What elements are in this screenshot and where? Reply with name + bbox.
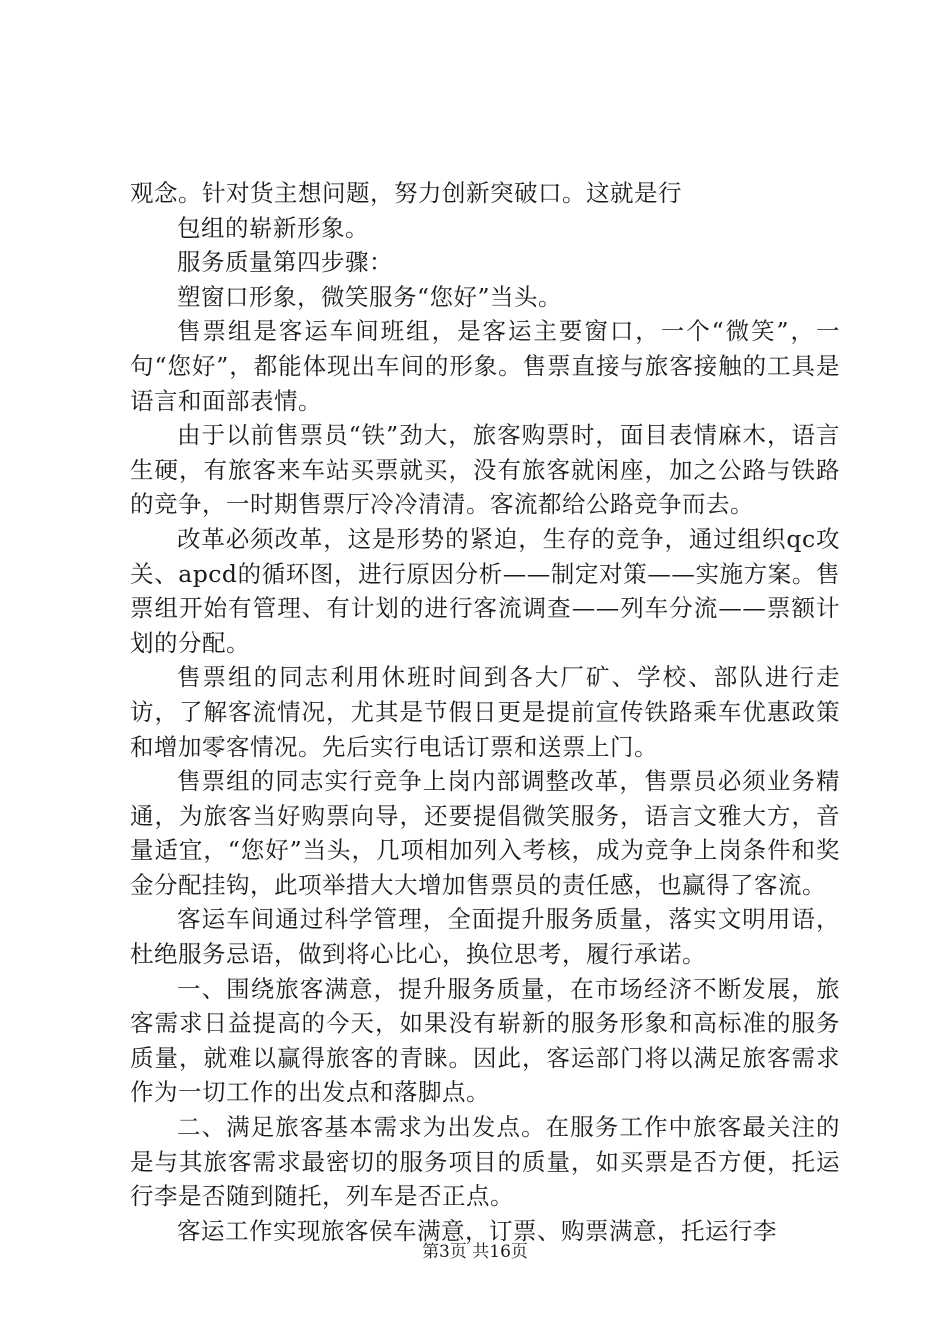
page-footer: 第3页 共16页 — [422, 1242, 528, 1262]
paragraph-8: 售票组的同志利用休班时间到各大厂矿、学校、部队进行走访，了解客流情况，尤其是节假日更是提前宣传铁路乘车优惠政策和增加零客情况。先后实行电话订票和送票上门。 — [130, 663, 840, 761]
paragraph-9: 售票组的同志实行竞争上岗内部调整改革，售票员必须业务精通，为旅客当好购票向导，还要提倡微笑服务，语言文雅大方，音量适宜，“您好”当头，几项相加列入考核，成为竞争上岗条件和奖金分配挂钩，此项举措大大增加售票员的责任感，也赢得了客流。 — [130, 767, 840, 899]
paragraph-7: 改革必须改革，这是形势的紧迫，生存的竞争，通过组织qc攻关、apcd的循环图，进行原因分析——制定对策——实施方案。售票组开始有管理、有计划的进行客流调查——列车分流——票额计划的分配。 — [130, 524, 840, 657]
paragraph-3: 服务质量第四步骤： — [177, 248, 393, 277]
paragraph-4: 塑窗口形象，微笑服务“您好”当头。 — [177, 282, 563, 311]
paragraph-2: 包组的崭新形象。 — [177, 213, 369, 242]
paragraph-1: 观念。针对货主想问题，努力创新突破口。这就是行 — [130, 179, 682, 207]
paragraph-13: 客运工作实现旅客侯车满意，订票、购票满意，托运行李 — [177, 1216, 777, 1245]
paragraph-5: 售票组是客运车间班组，是客运主要窗口，一个“微笑”，一句“您好”，都能体现出车间的形象。售票直接与旅客接触的工具是语言和面部表情。 — [130, 317, 840, 415]
paragraph-10: 客运车间通过科学管理，全面提升服务质量，落实文明用语，杜绝服务忌语，做到将心比心，换位思考，履行承诺。 — [130, 905, 840, 969]
paragraph-11: 一、围绕旅客满意，提升服务质量，在市场经济不断发展，旅客需求日益提高的今天，如果没有崭新的服务形象和高标准的服务质量，就难以赢得旅客的青睐。因此，客运部门将以满足旅客需求作为一切工作的出发点和落脚点。 — [130, 974, 840, 1107]
paragraph-6: 由于以前售票员“铁”劲大，旅客购票时，面目表情麻木，语言生硬，有旅客来车站买票就买，没有旅客就闲座，加之公路与铁路的竞争，一时期售票厅冷冷清清。客流都给公路竞争而去。 — [130, 421, 840, 519]
paragraph-12: 二、满足旅客基本需求为出发点。在服务工作中旅客最关注的是与其旅客需求最密切的服务项目的质量，如买票是否方便，托运行李是否随到随托，列车是否正点。 — [130, 1113, 840, 1211]
document-body — [130, 176, 840, 1248]
